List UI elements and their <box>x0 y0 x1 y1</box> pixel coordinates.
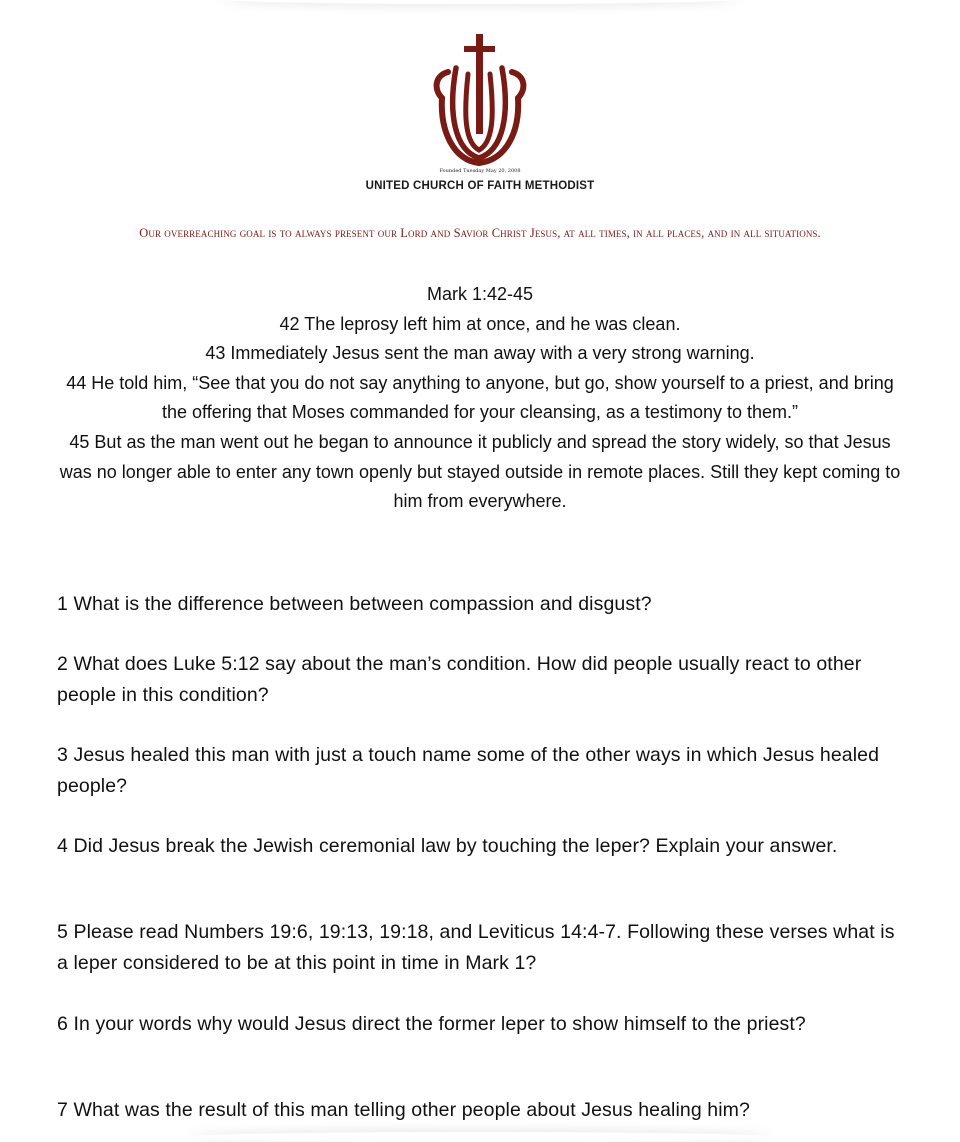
church-motto: Our overreaching goal is to always present our Lord and Savior Christ Jesus, at all times, in all places, and in all situations. <box>139 226 821 240</box>
founded-date: Founded Tuesday May 20, 2008 <box>439 168 521 174</box>
cross-tulip-logo-icon <box>428 32 532 166</box>
verse-43: 43 Immediately Jesus sent the man away with a very strong warning. <box>205 343 755 364</box>
page-edge-shadow-top <box>220 0 740 4</box>
question-6: 6 In your words why would Jesus direct the former leper to show himself to the priest? <box>57 1013 806 1035</box>
question-1: 1 What is the difference between between compassion and disgust? <box>57 593 652 615</box>
verse-44: 44 He told him, “See that you do not say anything to anyone, but go, show yourself to a priest, and bring the offering that Moses commanded for your cleansing, as a testimony to them.” <box>66 372 894 423</box>
verse-45: 45 But as the man went out he began to announce it publicly and spread the story widely, so that Jesus was no longer able to enter any town openly but stayed outside in remote places. Still they kept coming to him from everywhere. <box>59 431 901 512</box>
question-3: 3 Jesus healed this man with just a touch name some of the other ways in which Jesus healed people? <box>57 744 880 797</box>
scripture-reference: Mark 1:42-45 <box>426 284 534 304</box>
church-name: UNITED CHURCH OF FAITH METHODIST <box>365 180 595 192</box>
question-2: 2 What does Luke 5:12 say about the man’s condition. How did people usually react to other people in this condition? <box>57 653 862 706</box>
question-5: 5 Please read Numbers 19:6, 19:13, 19:18, and Leviticus 14:4-7. Following these verses what is a leper considered to be at this point in time in Mark 1? <box>57 921 895 974</box>
scripture-passage <box>56 280 904 517</box>
verse-42: 42 The leprosy left him at once, and he was clean. <box>279 313 681 334</box>
question-7: 7 What was the result of this man telling other people about Jesus healing him? <box>57 1099 750 1121</box>
question-4: 4 Did Jesus break the Jewish ceremonial law by touching the leper? Explain your answer. <box>57 835 838 857</box>
